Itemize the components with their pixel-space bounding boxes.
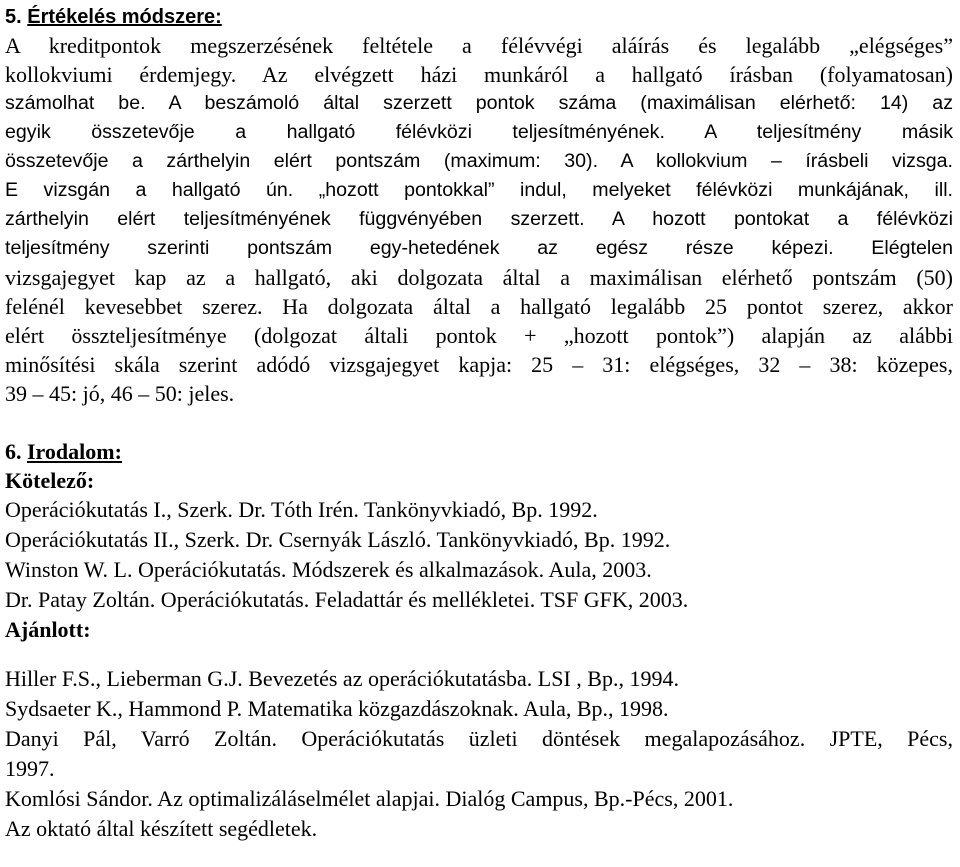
body-line: teljesítmény szerinti pontszám egy-hetedének az egész része képezi. Elégtelen (5, 237, 953, 259)
body-line: minősítési skála szerint adódó vizsgajegyet kapja: 25 – 31: elégséges, 32 – 38: közepes, (5, 352, 953, 377)
body-line: felénél kevesebbet szerez. Ha dolgozata által a hallgató legalább 25 pontot szerez, akkor (5, 294, 953, 319)
section-6-heading (5, 437, 953, 466)
section-6-title: Irodalom: (27, 439, 122, 464)
reference-item: Operációkutatás II., Szerk. Dr. Csernyák László. Tankönyvkiadó, Bp. 1992. (5, 527, 671, 552)
section-6-number: 6. (5, 439, 22, 464)
reference-item: Hiller F.S., Lieberman G.J. Bevezetés az operációkutatásba. LSI , Bp., 1994. (5, 666, 679, 691)
section-5-body (5, 31, 953, 408)
reference-item: Komlósi Sándor. Az optimalizáláselmélet alapjai. Dialóg Campus, Bp.-Pécs, 2001. (5, 786, 734, 811)
required-reading-label: Kötelező: (5, 468, 95, 493)
reference-item: Winston W. L. Operációkutatás. Módszerek és alkalmazások. Aula, 2003. (5, 557, 652, 582)
reference-item: Az oktató által készített segédletek. (5, 816, 318, 841)
body-line: összetevője a zárthelyin elért pontszám (maximum: 30). A kollokvium – írásbeli vizsga. (5, 150, 953, 172)
section-5-heading (5, 4, 953, 31)
body-line: A kreditpontok megszerzésének feltétele a félévvégi aláírás és legalább „elégséges” (5, 33, 953, 58)
reference-item: Dr. Patay Zoltán. Operációkutatás. Feladattár és mellékletei. TSF GFK, 2003. (5, 587, 689, 612)
body-line: zárthelyin elért teljesítményének függvényében szerzett. A hozott pontokat a félévközi (5, 208, 953, 230)
reference-item: Operációkutatás I., Szerk. Dr. Tóth Irén. Tankönyvkiadó, Bp. 1992. (5, 497, 598, 522)
body-line: kollokviumi érdemjegy. Az elvégzett házi munkáról a hallgató írásban (folyamatosan) (5, 62, 953, 87)
body-line: E vizsgán a hallgató ún. „hozott pontokkal” indul, melyeket félévközi munkájának, ill. (5, 179, 953, 201)
section-5-title: Értékelés módszere: (27, 6, 222, 28)
body-line: számolhat be. A beszámoló által szerzett pontok száma (maximálisan elérhető: 14) az (5, 92, 953, 114)
reference-item: Sydsaeter K., Hammond P. Matematika közgazdászoknak. Aula, Bp., 1998. (5, 696, 669, 721)
document-page (5, 4, 953, 844)
reference-item-continued: 1997. (5, 756, 55, 781)
body-line: elért összteljesítménye (dolgozat általi pontok + „hozott pontok”) alapján az alábbi (5, 323, 953, 348)
body-line: 39 – 45: jó, 46 – 50: jeles. (5, 381, 235, 406)
recommended-reading-label: Ajánlott: (5, 617, 91, 642)
section-5-number: 5. (5, 6, 22, 28)
required-reading-list (5, 495, 953, 615)
body-line: vizsgajegyet kap az a hallgató, aki dolgozata által a maximálisan elérhető pontszám (50) (5, 265, 953, 290)
recommended-reading-list (5, 664, 953, 844)
reference-item: Danyi Pál, Varró Zoltán. Operációkutatás üzleti döntések megalapozásához. JPTE, Pécs, (5, 726, 953, 751)
body-line: egyik összetevője a hallgató félévközi teljesítményének. A teljesítmény másik (5, 121, 953, 143)
